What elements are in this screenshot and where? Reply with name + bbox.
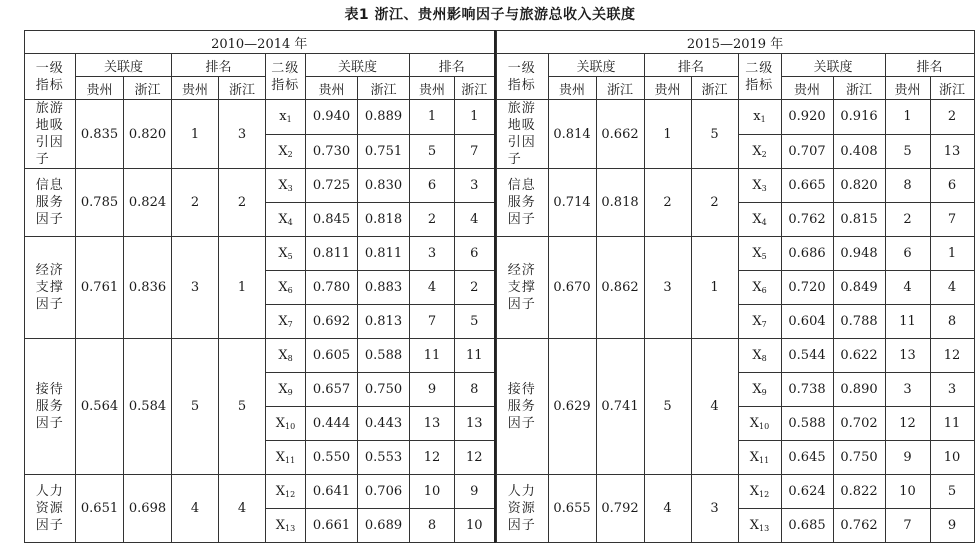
indicator-letter: X (278, 280, 288, 295)
indicator-letter: X (752, 178, 762, 193)
factor-name (25, 339, 76, 475)
indicator-corr-zhejiang: 0.689 (358, 509, 410, 543)
factor-corr-guizhou: 0.655 (548, 475, 596, 543)
indicator-index: 10 (285, 422, 296, 431)
header-row (496, 54, 974, 77)
factor-rank-zhejiang: 3 (219, 100, 266, 169)
indicator-index: 1 (286, 115, 292, 125)
indicator-code (738, 100, 781, 135)
indicator-code (738, 373, 781, 407)
indicator-corr-guizhou: 0.940 (306, 100, 358, 135)
indicator-code (738, 441, 781, 475)
indicator-index: 13 (759, 524, 770, 533)
factor-text: 信息服务因子 (507, 178, 536, 227)
factor-text: 一级指标 (507, 60, 536, 93)
indicator-rank-guizhou: 5 (410, 134, 455, 169)
factor-corr-zhejiang: 0.836 (124, 237, 172, 339)
factor-rank-guizhou: 3 (172, 237, 219, 339)
guizhou-header: 贵州 (410, 77, 455, 100)
indicator-corr-guizhou: 0.641 (306, 475, 358, 509)
zhejiang-header: 浙江 (124, 77, 172, 100)
indicator-corr-guizhou: 0.665 (781, 169, 833, 203)
indicator-code (266, 373, 306, 407)
indicator-index: 10 (759, 422, 770, 431)
indicator-rank-guizhou: 6 (410, 169, 455, 203)
indicator-letter: X (278, 348, 288, 363)
indicator-rank-guizhou: 8 (410, 509, 455, 543)
period-label: 2015—2019 年 (496, 31, 974, 54)
correlation-header: 关联度 (76, 54, 172, 77)
factor-name (25, 100, 76, 169)
ranking-header: 排名 (885, 54, 974, 77)
indicator-rank-guizhou: 10 (410, 475, 455, 509)
indicator-rank-guizhou: 4 (410, 271, 455, 305)
indicator-index: 11 (759, 456, 770, 465)
indicator-letter: x (753, 109, 761, 125)
indicator-corr-zhejiang: 0.849 (833, 271, 885, 305)
indicator-rank-guizhou: 3 (885, 373, 930, 407)
factor-corr-guizhou: 0.785 (76, 169, 124, 237)
indicator-corr-guizhou: 0.604 (781, 305, 833, 339)
indicator-index: 11 (285, 456, 296, 465)
table-row (25, 100, 495, 135)
indicator-rank-guizhou: 11 (410, 339, 455, 373)
guizhou-header: 贵州 (172, 77, 219, 100)
indicator-index: 12 (759, 490, 770, 499)
zhejiang-header: 浙江 (833, 77, 885, 100)
indicator-rank-guizhou: 2 (410, 203, 455, 237)
factor-corr-guizhou: 0.835 (76, 100, 124, 169)
table-row (496, 475, 974, 509)
factor-rank-guizhou: 2 (172, 169, 219, 237)
indicator-corr-guizhou: 0.845 (306, 203, 358, 237)
factor-name (496, 237, 548, 339)
indicator-corr-zhejiang: 0.588 (358, 339, 410, 373)
indicator-letter: x (279, 109, 287, 125)
indicator-letter: X (278, 212, 288, 227)
indicator-code (266, 475, 306, 509)
factor-text: 人力资源因子 (507, 484, 536, 533)
indicator-code (738, 407, 781, 441)
indicator-rank-zhejiang: 2 (930, 100, 974, 135)
indicator-corr-guizhou: 0.605 (306, 339, 358, 373)
indicator-corr-guizhou: 0.762 (781, 203, 833, 237)
indicator-rank-zhejiang: 6 (455, 237, 495, 271)
indicator-corr-zhejiang: 0.750 (833, 441, 885, 475)
factor-text: 接待服务因子 (507, 382, 536, 431)
factor-name (25, 169, 76, 237)
table-row (496, 237, 974, 271)
indicator-corr-guizhou: 0.692 (306, 305, 358, 339)
table-row (25, 169, 495, 203)
factor-corr-guizhou: 0.814 (548, 100, 596, 169)
indicator-corr-zhejiang: 0.751 (358, 134, 410, 169)
indicator-letter: X (749, 416, 760, 431)
indicator-letter: X (749, 450, 760, 465)
factor-corr-zhejiang: 0.662 (596, 100, 644, 169)
indicator-rank-zhejiang: 7 (930, 203, 974, 237)
factor-text: 二级指标 (745, 60, 774, 93)
indicator-letter: X (752, 246, 762, 261)
table-row (496, 169, 974, 203)
indicator-code (266, 271, 306, 305)
indicator-letter: X (752, 143, 762, 159)
factor-corr-zhejiang: 0.584 (124, 339, 172, 475)
factor-rank-zhejiang: 2 (219, 169, 266, 237)
indicator-rank-zhejiang: 4 (930, 271, 974, 305)
indicator-corr-guizhou: 0.920 (781, 100, 833, 135)
zhejiang-header: 浙江 (930, 77, 974, 100)
ranking-header: 排名 (410, 54, 495, 77)
indicator-corr-guizhou: 0.725 (306, 169, 358, 203)
indicator-rank-guizhou: 13 (410, 407, 455, 441)
indicator-code (738, 203, 781, 237)
factor-corr-zhejiang: 0.792 (596, 475, 644, 543)
indicator-code (266, 509, 306, 543)
indicator-rank-guizhou: 1 (410, 100, 455, 135)
factor-rank-zhejiang: 5 (691, 100, 738, 169)
guizhou-header: 贵州 (76, 77, 124, 100)
period-table (24, 30, 496, 543)
guizhou-header: 贵州 (885, 77, 930, 100)
subheader-row (25, 77, 495, 100)
indicator-letter: X (752, 382, 762, 397)
indicator-corr-guizhou: 0.730 (306, 134, 358, 169)
indicator-corr-guizhou: 0.780 (306, 271, 358, 305)
indicator-index: 5 (761, 252, 767, 261)
table-title: 表1 浙江、贵州影响因子与旅游总收入关联度 (344, 7, 636, 23)
indicator-code (738, 271, 781, 305)
indicator-letter: X (278, 382, 288, 397)
indicator-rank-zhejiang: 3 (455, 169, 495, 203)
factor-text: 信息服务因子 (35, 178, 64, 227)
indicator-letter: X (275, 518, 286, 533)
indicator-rank-guizhou: 9 (885, 441, 930, 475)
indicator-index: 4 (287, 218, 293, 227)
indicator-rank-zhejiang: 6 (930, 169, 974, 203)
indicator-corr-zhejiang: 0.890 (833, 373, 885, 407)
factor-rank-zhejiang: 2 (691, 169, 738, 237)
indicator-rank-zhejiang: 8 (930, 305, 974, 339)
indicator-corr-zhejiang: 0.811 (358, 237, 410, 271)
factor-corr-guizhou: 0.714 (548, 169, 596, 237)
indicator-rank-guizhou: 9 (410, 373, 455, 407)
zhejiang-header: 浙江 (358, 77, 410, 100)
indicator-corr-zhejiang: 0.948 (833, 237, 885, 271)
indicator-rank-zhejiang: 8 (455, 373, 495, 407)
indicator-letter: X (275, 416, 286, 431)
indicator-index: 6 (761, 286, 767, 295)
indicator-rank-zhejiang: 3 (930, 373, 974, 407)
indicator-code (738, 509, 781, 543)
indicator-letter: X (278, 143, 288, 159)
indicator-rank-zhejiang: 12 (930, 339, 974, 373)
correlation-header: 关联度 (548, 54, 644, 77)
factor-name (496, 169, 548, 237)
indicator-rank-guizhou: 7 (885, 509, 930, 543)
indicator-code (266, 305, 306, 339)
indicator-code (266, 237, 306, 271)
indicator-corr-guizhou: 0.685 (781, 509, 833, 543)
factor-corr-zhejiang: 0.698 (124, 475, 172, 543)
indicator-rank-guizhou: 2 (885, 203, 930, 237)
level1-header (25, 54, 76, 100)
indicator-rank-zhejiang: 1 (455, 100, 495, 135)
factor-rank-zhejiang: 1 (219, 237, 266, 339)
indicator-index: 9 (287, 388, 293, 397)
indicator-corr-zhejiang: 0.408 (833, 134, 885, 169)
indicator-code (738, 305, 781, 339)
factor-corr-zhejiang: 0.862 (596, 237, 644, 339)
indicator-index: 1 (760, 115, 766, 125)
ranking-header: 排名 (172, 54, 266, 77)
level2-header (266, 54, 306, 100)
indicator-rank-zhejiang: 5 (930, 475, 974, 509)
indicator-index: 13 (285, 524, 296, 533)
factor-name (25, 475, 76, 543)
factor-text: 二级指标 (271, 60, 300, 93)
factor-rank-guizhou: 4 (172, 475, 219, 543)
correlation-header: 关联度 (306, 54, 410, 77)
indicator-letter: X (275, 484, 286, 499)
period-label: 2010—2014 年 (25, 31, 495, 54)
factor-rank-guizhou: 1 (644, 100, 691, 169)
indicator-corr-zhejiang: 0.813 (358, 305, 410, 339)
indicator-rank-zhejiang: 11 (930, 407, 974, 441)
indicator-rank-guizhou: 11 (885, 305, 930, 339)
indicator-corr-zhejiang: 0.750 (358, 373, 410, 407)
indicator-letter: X (749, 484, 760, 499)
indicator-code (738, 169, 781, 203)
indicator-code (738, 237, 781, 271)
correlation-tables (24, 30, 972, 533)
indicator-corr-zhejiang: 0.822 (833, 475, 885, 509)
factor-text: 一级指标 (35, 60, 64, 93)
guizhou-header: 贵州 (644, 77, 691, 100)
indicator-corr-guizhou: 0.588 (781, 407, 833, 441)
indicator-rank-zhejiang: 1 (930, 237, 974, 271)
factor-text: 经济支撑因子 (507, 263, 536, 312)
indicator-corr-guizhou: 0.707 (781, 134, 833, 169)
indicator-corr-guizhou: 0.686 (781, 237, 833, 271)
correlation-header: 关联度 (781, 54, 885, 77)
indicator-corr-guizhou: 0.624 (781, 475, 833, 509)
factor-name (496, 475, 548, 543)
indicator-index: 5 (287, 252, 293, 261)
indicator-corr-zhejiang: 0.883 (358, 271, 410, 305)
indicator-corr-zhejiang: 0.889 (358, 100, 410, 135)
indicator-rank-zhejiang: 2 (455, 271, 495, 305)
indicator-rank-zhejiang: 4 (455, 203, 495, 237)
subheader-row (496, 77, 974, 100)
factor-text: 旅游地吸引因子 (35, 101, 64, 167)
table-row (25, 237, 495, 271)
factor-corr-guizhou: 0.761 (76, 237, 124, 339)
zhejiang-header: 浙江 (219, 77, 266, 100)
factor-corr-guizhou: 0.629 (548, 339, 596, 475)
indicator-letter: X (752, 280, 762, 295)
period-row (25, 31, 495, 54)
indicator-rank-guizhou: 5 (885, 134, 930, 169)
indicator-corr-guizhou: 0.657 (306, 373, 358, 407)
factor-rank-guizhou: 3 (644, 237, 691, 339)
indicator-index: 2 (761, 149, 767, 159)
indicator-letter: X (752, 348, 762, 363)
indicator-code (738, 339, 781, 373)
indicator-rank-guizhou: 1 (885, 100, 930, 135)
indicator-corr-zhejiang: 0.788 (833, 305, 885, 339)
indicator-rank-zhejiang: 9 (455, 475, 495, 509)
indicator-rank-zhejiang: 11 (455, 339, 495, 373)
table-row (496, 100, 974, 135)
period-row (496, 31, 974, 54)
indicator-rank-zhejiang: 9 (930, 509, 974, 543)
indicator-corr-zhejiang: 0.443 (358, 407, 410, 441)
factor-rank-zhejiang: 4 (691, 339, 738, 475)
indicator-rank-guizhou: 10 (885, 475, 930, 509)
factor-name (496, 339, 548, 475)
header-row (25, 54, 495, 77)
guizhou-header: 贵州 (306, 77, 358, 100)
indicator-code (266, 441, 306, 475)
table-row (25, 475, 495, 509)
indicator-rank-guizhou: 4 (885, 271, 930, 305)
indicator-rank-zhejiang: 13 (930, 134, 974, 169)
indicator-corr-zhejiang: 0.818 (358, 203, 410, 237)
factor-corr-guizhou: 0.651 (76, 475, 124, 543)
indicator-rank-guizhou: 3 (410, 237, 455, 271)
factor-rank-guizhou: 1 (172, 100, 219, 169)
indicator-index: 6 (287, 286, 293, 295)
indicator-corr-guizhou: 0.720 (781, 271, 833, 305)
indicator-index: 7 (287, 320, 293, 329)
indicator-code (266, 169, 306, 203)
indicator-letter: X (275, 450, 286, 465)
indicator-rank-guizhou: 7 (410, 305, 455, 339)
factor-text: 人力资源因子 (35, 484, 64, 533)
factor-rank-guizhou: 4 (644, 475, 691, 543)
indicator-code (738, 475, 781, 509)
indicator-letter: X (278, 314, 288, 329)
indicator-corr-guizhou: 0.738 (781, 373, 833, 407)
factor-name (25, 237, 76, 339)
indicator-corr-guizhou: 0.661 (306, 509, 358, 543)
indicator-index: 12 (285, 490, 296, 499)
indicator-corr-zhejiang: 0.830 (358, 169, 410, 203)
indicator-corr-guizhou: 0.550 (306, 441, 358, 475)
zhejiang-header: 浙江 (455, 77, 495, 100)
factor-rank-zhejiang: 3 (691, 475, 738, 543)
indicator-index: 4 (761, 218, 767, 227)
indicator-letter: X (278, 178, 288, 193)
indicator-corr-guizhou: 0.811 (306, 237, 358, 271)
indicator-rank-guizhou: 12 (885, 407, 930, 441)
indicator-rank-zhejiang: 10 (930, 441, 974, 475)
indicator-rank-guizhou: 13 (885, 339, 930, 373)
indicator-corr-zhejiang: 0.820 (833, 169, 885, 203)
indicator-letter: X (278, 246, 288, 261)
indicator-corr-zhejiang: 0.916 (833, 100, 885, 135)
indicator-corr-guizhou: 0.645 (781, 441, 833, 475)
indicator-rank-zhejiang: 7 (455, 134, 495, 169)
indicator-rank-zhejiang: 12 (455, 441, 495, 475)
indicator-rank-zhejiang: 5 (455, 305, 495, 339)
ranking-header: 排名 (644, 54, 738, 77)
indicator-corr-guizhou: 0.544 (781, 339, 833, 373)
factor-text: 经济支撑因子 (35, 263, 64, 312)
indicator-index: 8 (761, 354, 767, 363)
indicator-rank-zhejiang: 10 (455, 509, 495, 543)
table-row (496, 339, 974, 373)
factor-name (496, 100, 548, 169)
factor-text: 旅游地吸引因子 (507, 101, 536, 167)
table-row (25, 339, 495, 373)
guizhou-header: 贵州 (781, 77, 833, 100)
indicator-corr-zhejiang: 0.815 (833, 203, 885, 237)
indicator-index: 7 (761, 320, 767, 329)
indicator-index: 2 (287, 149, 293, 159)
indicator-index: 3 (287, 184, 293, 193)
factor-rank-guizhou: 5 (172, 339, 219, 475)
factor-rank-guizhou: 2 (644, 169, 691, 237)
factor-rank-guizhou: 5 (644, 339, 691, 475)
indicator-rank-guizhou: 12 (410, 441, 455, 475)
indicator-letter: X (752, 212, 762, 227)
indicator-letter: X (749, 518, 760, 533)
indicator-corr-zhejiang: 0.553 (358, 441, 410, 475)
indicator-index: 3 (761, 184, 767, 193)
factor-text: 接待服务因子 (35, 382, 64, 431)
indicator-index: 8 (287, 354, 293, 363)
factor-corr-zhejiang: 0.824 (124, 169, 172, 237)
factor-rank-zhejiang: 1 (691, 237, 738, 339)
indicator-code (266, 100, 306, 135)
period-table (496, 30, 975, 543)
factor-corr-zhejiang: 0.820 (124, 100, 172, 169)
level1-header (496, 54, 548, 100)
indicator-rank-zhejiang: 13 (455, 407, 495, 441)
factor-corr-guizhou: 0.564 (76, 339, 124, 475)
indicator-index: 9 (761, 388, 767, 397)
factor-rank-zhejiang: 5 (219, 339, 266, 475)
indicator-code (266, 339, 306, 373)
indicator-rank-guizhou: 6 (885, 237, 930, 271)
indicator-corr-zhejiang: 0.762 (833, 509, 885, 543)
indicator-corr-guizhou: 0.444 (306, 407, 358, 441)
indicator-corr-zhejiang: 0.702 (833, 407, 885, 441)
indicator-letter: X (752, 314, 762, 329)
indicator-code (738, 134, 781, 169)
indicator-corr-zhejiang: 0.622 (833, 339, 885, 373)
zhejiang-header: 浙江 (596, 77, 644, 100)
factor-rank-zhejiang: 4 (219, 475, 266, 543)
indicator-code (266, 407, 306, 441)
indicator-code (266, 134, 306, 169)
indicator-corr-zhejiang: 0.706 (358, 475, 410, 509)
indicator-rank-guizhou: 8 (885, 169, 930, 203)
factor-corr-zhejiang: 0.741 (596, 339, 644, 475)
level2-header (738, 54, 781, 100)
factor-corr-guizhou: 0.670 (548, 237, 596, 339)
zhejiang-header: 浙江 (691, 77, 738, 100)
factor-corr-zhejiang: 0.818 (596, 169, 644, 237)
indicator-code (266, 203, 306, 237)
guizhou-header: 贵州 (548, 77, 596, 100)
